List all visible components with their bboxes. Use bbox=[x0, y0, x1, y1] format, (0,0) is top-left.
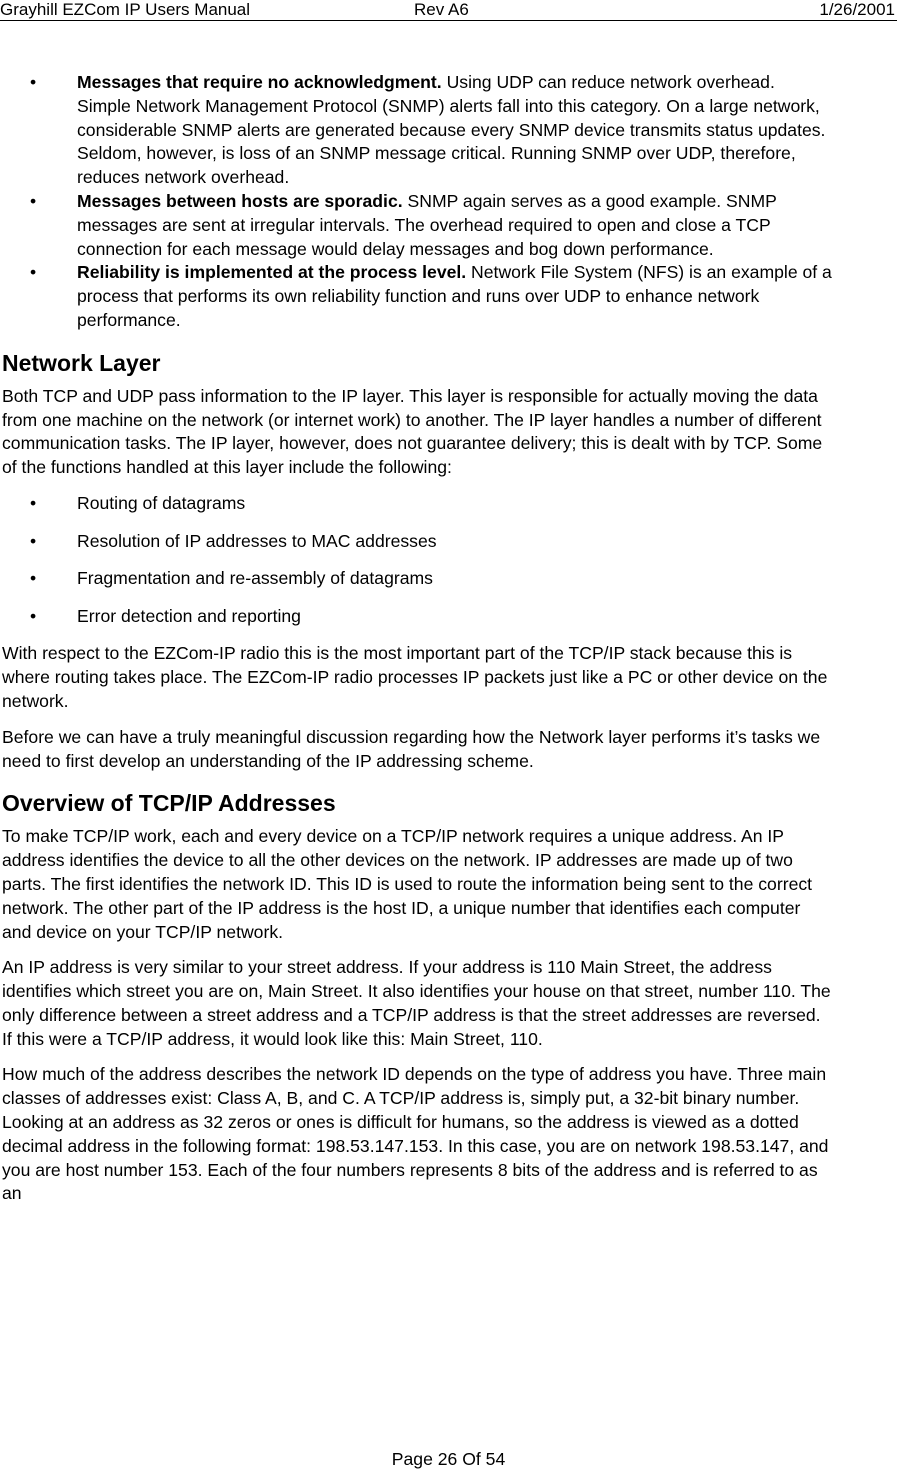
page-number: Page 26 Of 54 bbox=[391, 1449, 506, 1469]
list-item-text: Network File System (NFS) is an example of a process that performs its own reliability function and runs over UDP to enhance network performance. bbox=[77, 262, 832, 330]
list-item-text: Using UDP can reduce network overhead. Simple Network Management Protocol (SNMP) alerts fall into this category. On a large network, considerable SNMP alerts are generated because every SNMP device transmits status updates. Seldom, however, is loss of an SNMP message critical. Running SNMP over UDP, therefore, reduces network overhead. bbox=[77, 72, 826, 188]
list-item bbox=[2, 261, 832, 332]
bullet-icon: • bbox=[30, 605, 37, 626]
bullet-icon: • bbox=[30, 190, 37, 211]
list-item bbox=[2, 71, 832, 190]
network-layer-heading: Network Layer bbox=[2, 349, 161, 376]
header-date: 1/26/2001 bbox=[819, 0, 895, 19]
ip-functions-list bbox=[2, 492, 832, 629]
network-layer-addressing-paragraph: Before we can have a truly meaningful discussion regarding how the Network layer performs it’s tasks we need to first develop an understanding of the IP addressing scheme. bbox=[2, 726, 821, 771]
bullet-icon: • bbox=[30, 530, 37, 551]
page-body bbox=[2, 71, 832, 1218]
bullet-icon: • bbox=[30, 568, 37, 589]
list-item-lead: Messages between hosts are sporadic. bbox=[77, 190, 403, 211]
header-divider bbox=[0, 20, 897, 21]
network-layer-routing-paragraph: With respect to the EZCom-IP radio this is the most important part of the TCP/IP stack because this is where routing takes place. The EZCom-IP radio processes IP packets just like a PC or other device on the network. bbox=[2, 643, 828, 711]
list-item-text: Resolution of IP addresses to MAC addresses bbox=[77, 530, 437, 551]
header-revision: Rev A6 bbox=[414, 0, 469, 19]
page-footer bbox=[0, 1448, 897, 1470]
addresses-paragraph-3: How much of the address describes the network ID depends on the type of address you have. Three main classes of addresses exist: Class A, B, and C. A TCP/IP address is, simply put, a 32-bit binary number. Looking at an address as 32 zeros or ones is difficult for humans, so the address is viewed as a dotted decimal address in the following format: 198.53.147.153. In this case, you are on network 198.53.147, and you are host number 153. Each of the four numbers represents 8 bits of the address and is referred to as an bbox=[2, 1064, 829, 1204]
list-item-text: SNMP again serves as a good example. SNMP messages are sent at irregular intervals. The overhead required to open and close a TCP connection for each message would delay messages and bog down performance. bbox=[77, 190, 777, 259]
list-item-lead: Messages that require no acknowledgment. bbox=[77, 72, 442, 92]
network-layer-intro: Both TCP and UDP pass information to the IP layer. This layer is responsible for actually moving the data from one machine on the network (or internet work) to another. The IP layer handles a number of different communication tasks. The IP layer, however, does not guarantee delivery; this is dealt with by TCP. Some of the functions handled at this layer include the following: bbox=[2, 385, 823, 478]
list-item bbox=[2, 492, 832, 516]
bullet-icon: • bbox=[30, 72, 37, 92]
list-item bbox=[2, 567, 832, 591]
list-item-text: Error detection and reporting bbox=[77, 605, 301, 626]
bullet-icon: • bbox=[30, 492, 37, 513]
list-item-text: Fragmentation and re-assembly of datagrams bbox=[77, 568, 433, 589]
addresses-paragraph-2: An IP address is very similar to your street address. If your address is 110 Main Street, the address identifies which street you are on, Main Street. It also identifies your house on that street, number 110. The only difference between a street address and a TCP/IP address is that the street addresses are reversed. If this were a TCP/IP address, it would look like this: Main Street, 110. bbox=[2, 957, 831, 1049]
header-document-title: Grayhill EZCom IP Users Manual bbox=[0, 0, 251, 19]
list-item bbox=[2, 190, 832, 261]
addresses-paragraph-1: To make TCP/IP work, each and every device on a TCP/IP network requires a unique address. An IP address identifies the device to all the other devices on the network. IP addresses are made up of two parts. The first identifies the network ID. This ID is used to route the information being sent to the correct network. The other part of the IP address is the host ID, a unique number that identifies each computer and device on your TCP/IP network. bbox=[2, 826, 813, 942]
addresses-heading: Overview of TCP/IP Addresses bbox=[2, 790, 336, 817]
list-item bbox=[2, 530, 832, 554]
list-item bbox=[2, 605, 832, 629]
page-header bbox=[0, 0, 897, 20]
udp-use-cases-list bbox=[2, 71, 832, 333]
list-item-text: Routing of datagrams bbox=[77, 492, 246, 513]
bullet-icon: • bbox=[30, 262, 37, 283]
list-item-lead: Reliability is implemented at the process level. bbox=[77, 262, 467, 283]
